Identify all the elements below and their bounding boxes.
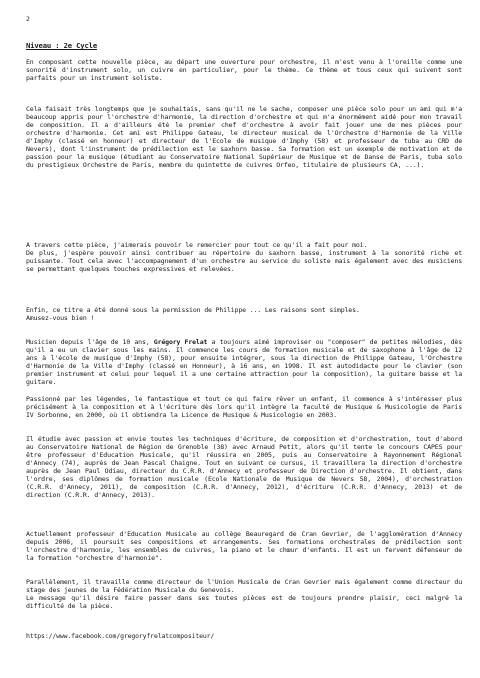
paragraph-text: Actuellement professeur d'Education Musicale au collège Beauregard de Cran Gevrier, de l'agglomération d'Annecy depuis 2006, il poursuit ses compositions et arrangements. Ses formations orchestrales de prédilection sont l'orchestre d'harmonie, les ensembles de cuivres, la piano et le chœur d'enfants. Il est un fervent défenseur de la formation "orchestre d'harmonie". xyxy=(26,530,462,563)
biography-paragraph xyxy=(26,338,462,386)
paragraph-line: Enfin, ce titre a été donné sous la permission de Philippe ... Les raisons sont simples. xyxy=(26,306,360,314)
paragraph-text: Passionné par les légendes, le fantastique et tout ce qui faire rêver un enfant, il commence à s'intéresser plus précisément à la composition et à l'écriture dès lors qu'il intègre la faculté de Musique & Musicologie de Paris IV Sorbonne, en 2000, où il obtiendra la Licence de Musique & Musicologie en 2003. xyxy=(26,395,462,420)
bio-intro-text: Musicien depuis l'âge de 10 ans, xyxy=(26,338,154,346)
paragraph-text: De plus, j'espère pouvoir ainsi contribuer au répertoire du saxhorn basse, instrument à la sonorité riche et puissante. Tout cela avec l'accompagnement d'un orchestre au service du soliste mais également avec des musiciens se permettant quelques touches expressives et relevées. xyxy=(26,249,462,274)
paragraph-text: En composant cette nouvelle pièce, au départ une ouverture pour orchestre, il m'est venu à l'oreille comme une sonorité d'instrument solo, un cuivre en particulier, pour le thème. Ce thème et tous ceux qui suivent sont parfaits pour un instrument soliste. xyxy=(26,58,462,83)
facebook-link[interactable]: https://www.facebook.com/gregoryfrelatcompositeur/ xyxy=(26,632,215,640)
page-number: 2 xyxy=(26,15,30,23)
closing-paragraph xyxy=(26,306,462,322)
level-title: Niveau : 2e Cycle xyxy=(26,41,98,50)
training-paragraph xyxy=(26,435,462,499)
thanks-paragraph xyxy=(26,241,462,273)
composer-name: Grégory Frelat xyxy=(153,338,208,346)
dedication-paragraph xyxy=(26,105,462,169)
intro-paragraph xyxy=(26,58,462,82)
paragraph-line: A travers cette pièce, j'aimerais pouvoir le remercier pour tout ce qu'il a fait pour moi. xyxy=(26,241,368,249)
studies-paragraph xyxy=(26,395,462,419)
paragraph-text xyxy=(26,338,462,386)
parallel-activity-paragraph xyxy=(26,578,462,610)
paragraph-text: Parallèlement, il travaille comme directeur de l'Union Musicale de Cran Gevrier mais également comme directeur du stage des jeunes de la Fédération Musicale du Genevois. xyxy=(26,578,462,595)
paragraph-text: Il étudie avec passion et envie toutes les techniques d'écriture, de composition et d'orchestration, tout d'abord au Conservatoire National de Région de Grenoble (38) avec Arnaud Petit, alors qu'il tente le concours CAPES pour être professeur d'Education Musicale, qu'il réussira en 2005, puis au Conservatoire à Rayonnement Régional d'Annecy (74), auprès de Jean Pascal Chaigne. Tout en suivant ce cursus, il travaillera la direction d'orchestre auprès de Jean Paul Odiau, directeur du C.R.R. d'Annecy et professeur de Direction d'orchestre. Il obtient, dans l'ordre, ses diplômes de formation musicale (Ecole Nationale de Musique de Nevers 58, 2004), d'orchestration (C.R.R. d'Annecy, 2011), de composition (C.R.R. d'Annecy, 2012), d'écriture (C.R.R. d'Annecy, 2013) et de direction (C.R.R. d'Annecy, 2013). xyxy=(26,435,462,500)
paragraph-line: Amusez-vous bien ! xyxy=(26,314,95,323)
bio-rest-text: a toujours aimé improviser ou "composer" de petites mélodies, dès qu'il a eu un clavier sous les mains. Il commence les cours de formation musicale et de saxophone à l'âge de 12 ans à l'école de musique d'Imphy (58), pour ensuite intégrer, sous la direction de Philippe Gateau, l'Orchestre d'Harmonie de la Ville d'Imphy (classé en Honneur), à 16 ans, en 1998. Il est autodidacte pour le clavier (son premier instrument et celui pour lequel il a une certaine attraction pour la composition), la guitare basse et la guitare. xyxy=(26,338,462,387)
current-position-paragraph xyxy=(26,530,462,562)
paragraph-text: Cela faisait très longtemps que je souhaitais, sans qu'il ne le sache, composer une pièce solo pour un ami qui m'a beaucoup appris pour l'orchestre d'harmonie, la direction d'orchestre et qui m'a énormément aidé pour mon travail de composition. Il a d'ailleurs été le premier chef d'orchestre à avoir fait jouer une de mes pièces pour orchestre d'harmonie. Cet ami est Philippe Gateau, le directeur musical de l'Orchestre d'Harmonie de la Ville d'Imphy (classé en honneur) et directeur de l'Ecole de musique d'Imphy (58) et professeur de tuba au CRD de Nevers), dont l'instrument de prédilection est le saxhorn basse. Sa formation est un exemple de motivation et de passion pour la musique (étudiant au Conservatoire National Supérieur de Musique et de Danse de Paris, tuba solo du prestigieux Orchestre de Paris, membre du quintette de cuivres Orfeo, titulaire de plusieurs CA, ...). xyxy=(26,105,462,170)
paragraph-text: Le message qu'il désire faire passer dans ses toutes pièces est de toujours prendre plaisir, ceci malgré la difficulté de la pièce. xyxy=(26,594,462,611)
